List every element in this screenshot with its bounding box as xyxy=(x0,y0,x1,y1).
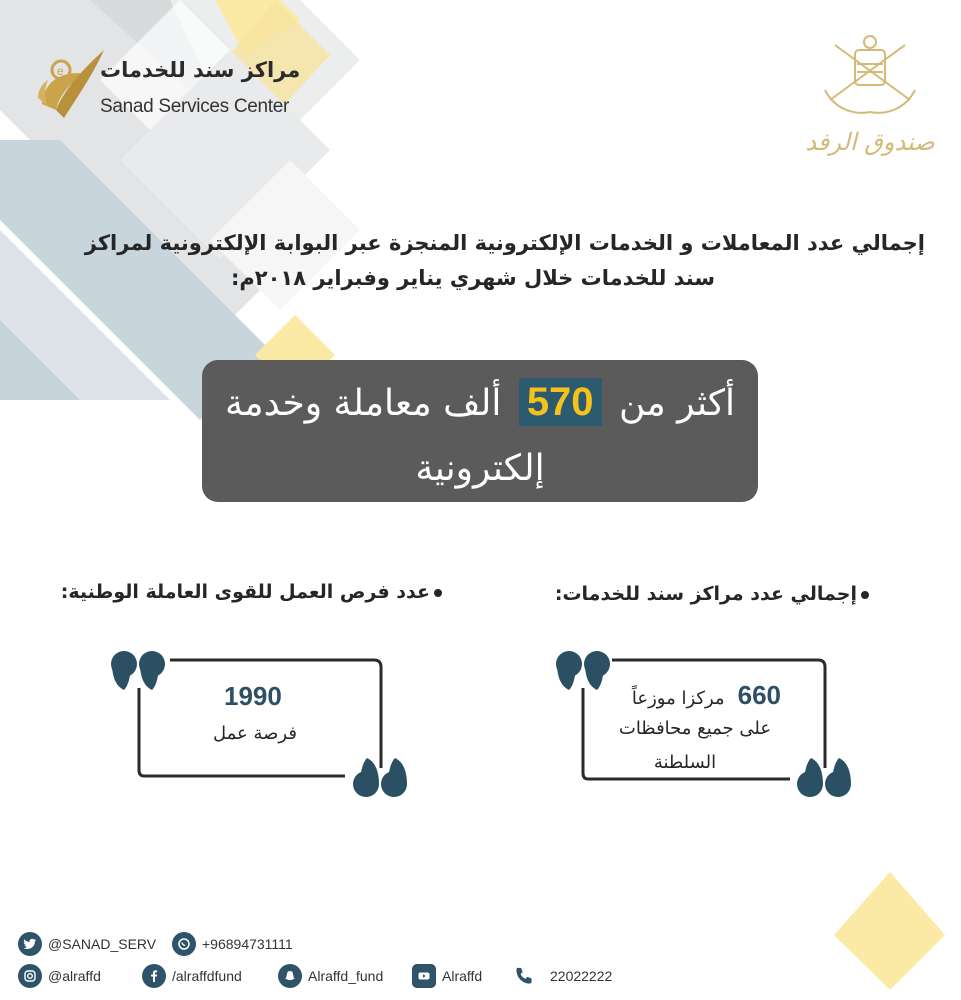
phone-number: 22022222 xyxy=(550,968,613,984)
centers-number-row xyxy=(632,680,781,711)
banner-line-1 xyxy=(202,378,758,429)
jobs-heading xyxy=(61,581,442,603)
banner-number: 570 xyxy=(519,378,602,426)
snapchat-link[interactable] xyxy=(278,964,383,988)
phone-icon xyxy=(512,964,536,988)
snapchat-icon xyxy=(278,964,302,988)
footer-contacts xyxy=(0,920,700,1000)
jobs-heading-text: عدد فرص العمل للقوى العاملة الوطنية: xyxy=(60,581,430,603)
headline xyxy=(45,226,925,296)
brand-name-arabic: مراكز سند للخدمات xyxy=(100,58,301,82)
headline-line-2: سند للخدمات خلال شهري يناير وفبراير ٢٠١٨م: xyxy=(230,266,715,290)
bullet-icon xyxy=(434,589,442,597)
whatsapp-number: +96894731111 xyxy=(202,936,293,952)
youtube-link[interactable] xyxy=(412,964,482,988)
centers-line-3: السلطنة xyxy=(653,752,717,773)
instagram-handle: @alraffd xyxy=(48,968,101,984)
jobs-label: فرصة عمل xyxy=(213,723,297,744)
whatsapp-icon xyxy=(172,932,196,956)
bullet-icon xyxy=(861,591,869,599)
twitter-link[interactable] xyxy=(18,932,156,956)
facebook-handle: /alraffdfund xyxy=(172,968,242,984)
centers-heading xyxy=(555,583,869,605)
banner-before: أكثر من xyxy=(619,383,736,424)
centers-heading-text: إجمالي عدد مراكز سند للخدمات: xyxy=(554,583,857,605)
national-emblem-icon xyxy=(795,20,945,170)
banner-after: ألف معاملة وخدمة xyxy=(224,383,502,424)
twitter-icon xyxy=(18,932,42,956)
instagram-icon xyxy=(18,964,42,988)
instagram-link[interactable] xyxy=(18,964,101,988)
sanad-logo-icon xyxy=(34,40,106,126)
twitter-handle: @SANAD_SERV xyxy=(48,936,157,952)
svg-text:e: e xyxy=(57,64,64,78)
centers-label: مركزا موزعاً xyxy=(631,688,725,709)
headline-line-1: إجمالي عدد المعاملات و الخدمات الإلكترونية المنجزة عبر البوابة الإلكترونية لمراكز xyxy=(84,231,925,255)
youtube-icon xyxy=(412,964,436,988)
banner-line-2: إلكترونية xyxy=(415,448,545,489)
youtube-handle: Alraffd xyxy=(442,968,483,984)
centers-line-2: على جميع محافظات xyxy=(618,718,772,739)
facebook-link[interactable] xyxy=(142,964,242,988)
jobs-number: 1990 xyxy=(224,681,282,711)
whatsapp-link[interactable] xyxy=(172,932,293,956)
brand-name-english: Sanad Services Center xyxy=(100,96,290,117)
snapchat-handle: Alraffd_fund xyxy=(308,968,384,984)
phone-link[interactable] xyxy=(512,964,612,988)
transactions-banner xyxy=(202,360,758,502)
centers-number: 660 xyxy=(737,680,781,710)
fund-name-arabic: صندوق الرفد xyxy=(805,128,935,156)
facebook-icon xyxy=(142,964,166,988)
sanad-logo xyxy=(34,40,301,130)
